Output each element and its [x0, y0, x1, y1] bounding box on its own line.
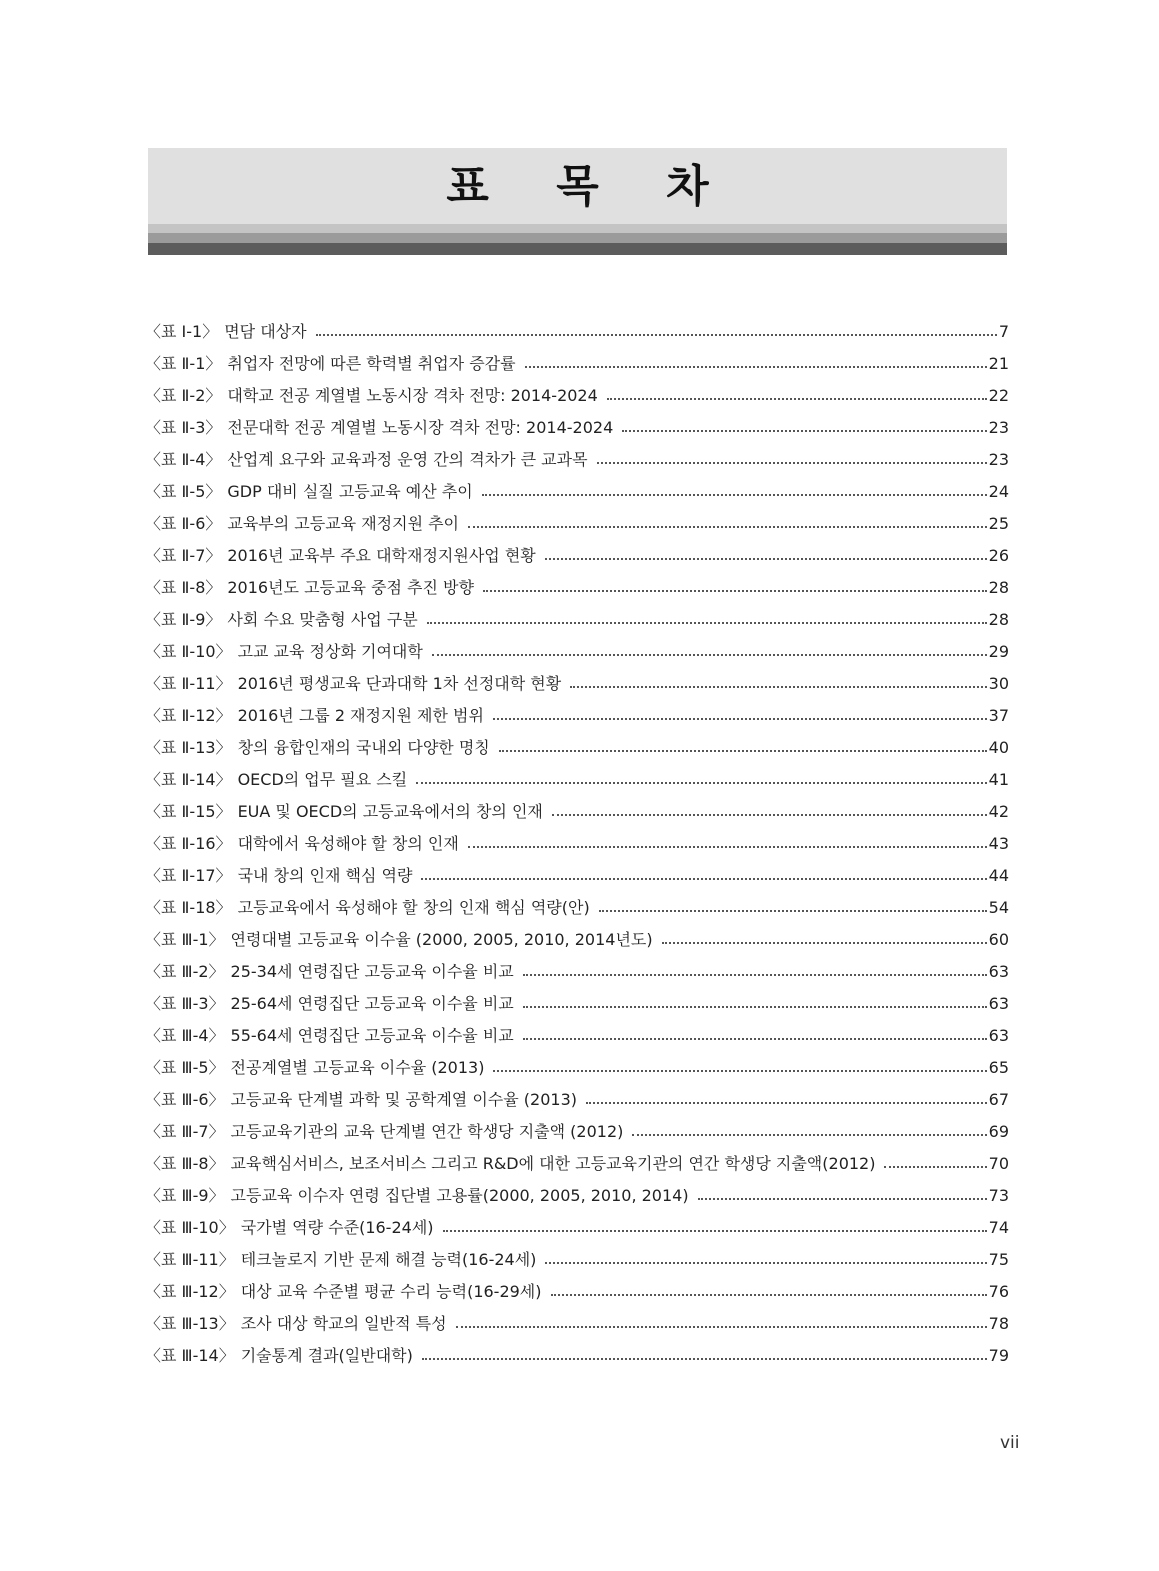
- dot-leader: [499, 750, 987, 752]
- toc-entry-caption: 고교 교육 정상화 기여대학: [237, 642, 423, 661]
- toc-entry[interactable]: [145, 828, 1009, 860]
- toc-entry-caption: 전문대학 전공 계열별 노동시장 격차 전망: 2014-2024: [227, 418, 614, 437]
- toc-entry-label: 〈표 Ⅲ-11〉: [145, 1250, 235, 1269]
- toc-entry-page: 22: [988, 386, 1009, 405]
- toc-entry-page: 37: [988, 706, 1009, 725]
- toc-entry-page: 43: [988, 834, 1009, 853]
- toc-entry-caption: 국가별 역량 수준(16-24세): [240, 1218, 434, 1237]
- dot-leader: [597, 462, 987, 464]
- dot-leader: [468, 846, 987, 848]
- toc-entry-caption: 조사 대상 학교의 일반적 특성: [240, 1314, 447, 1333]
- toc-entry-page: 79: [988, 1346, 1009, 1365]
- toc-entry[interactable]: [145, 1340, 1009, 1372]
- toc-entry-label: 〈표 Ⅲ-1〉: [145, 930, 225, 949]
- toc-entry[interactable]: [145, 636, 1009, 668]
- toc-entry[interactable]: [145, 1020, 1009, 1052]
- toc-entry-caption: 55-64세 연령집단 고등교육 이수율 비교: [230, 1026, 514, 1045]
- toc-entry-page: 67: [988, 1090, 1009, 1109]
- dot-leader: [523, 1006, 987, 1008]
- toc-entry-caption: 대학교 전공 계열별 노동시장 격차 전망: 2014-2024: [227, 386, 598, 405]
- toc-entry-page: 40: [988, 738, 1009, 757]
- toc-entry-label: 〈표 Ⅲ-9〉: [145, 1186, 225, 1205]
- toc-entry[interactable]: [145, 796, 1009, 828]
- dot-leader: [545, 1262, 986, 1264]
- toc-entry-label: 〈표 Ⅱ-17〉: [145, 866, 232, 885]
- toc-entry[interactable]: [145, 412, 1009, 444]
- dot-leader: [552, 814, 987, 816]
- dot-leader: [468, 526, 987, 528]
- toc-entry-page: 44: [988, 866, 1009, 885]
- toc-entry-label: 〈표 Ⅱ-12〉: [145, 706, 232, 725]
- toc-entry-caption: 대상 교육 수준별 평균 수리 능력(16-29세): [240, 1282, 542, 1301]
- dot-leader: [599, 910, 987, 912]
- toc-entry-label: 〈표 Ⅲ-12〉: [145, 1282, 235, 1301]
- toc-entry-page: 30: [988, 674, 1009, 693]
- toc-entry[interactable]: [145, 380, 1009, 412]
- toc-entry-caption: 교육핵심서비스, 보조서비스 그리고 R&D에 대한 고등교육기관의 연간 학생당 지출액(2012): [230, 1154, 876, 1173]
- dot-leader: [427, 622, 987, 624]
- toc-entry-page: 7: [998, 322, 1009, 341]
- toc-entry[interactable]: [145, 1244, 1009, 1276]
- toc-entry[interactable]: [145, 988, 1009, 1020]
- toc-entry-page: 54: [988, 898, 1009, 917]
- dot-leader: [483, 590, 987, 592]
- dot-leader: [884, 1166, 986, 1168]
- dot-leader: [523, 1038, 987, 1040]
- page-number: vii: [1000, 1433, 1020, 1453]
- toc-entry-page: 25: [988, 514, 1009, 533]
- toc-entry-label: 〈표 Ⅱ-7〉: [145, 546, 222, 565]
- toc-entry-caption: 25-64세 연령집단 고등교육 이수율 비교: [230, 994, 514, 1013]
- toc-entry[interactable]: [145, 892, 1009, 924]
- dot-leader: [493, 1070, 986, 1072]
- toc-entry-caption: 2016년 그룹 2 재정지원 제한 범위: [237, 706, 484, 725]
- toc-entry-label: 〈표 Ⅲ-14〉: [145, 1346, 235, 1365]
- toc-entry-page: 65: [988, 1058, 1009, 1077]
- toc-entry-page: 74: [988, 1218, 1009, 1237]
- toc-entry-label: 〈표 Ⅱ-15〉: [145, 802, 232, 821]
- table-of-tables-list: [145, 316, 1009, 1372]
- toc-entry-page: 21: [988, 354, 1009, 373]
- toc-entry-page: 60: [988, 930, 1009, 949]
- toc-entry[interactable]: [145, 1276, 1009, 1308]
- toc-entry-caption: GDP 대비 실질 고등교육 예산 추이: [227, 482, 473, 501]
- toc-entry-caption: 사회 수요 맞춤형 사업 구분: [227, 610, 418, 629]
- toc-entry[interactable]: [145, 540, 1009, 572]
- toc-entry-label: 〈표 Ⅲ-5〉: [145, 1058, 225, 1077]
- toc-entry-caption: 고등교육 단계별 과학 및 공학계열 이수율 (2013): [230, 1090, 578, 1109]
- dot-leader: [622, 430, 986, 432]
- toc-entry-label: 〈표 Ⅱ-1〉: [145, 354, 222, 373]
- toc-entry-caption: 창의 융합인재의 국내외 다양한 명칭: [237, 738, 490, 757]
- toc-entry-label: 〈표 Ⅱ-6〉: [145, 514, 222, 533]
- toc-entry[interactable]: [145, 668, 1009, 700]
- toc-entry-label: 〈표 Ⅲ-3〉: [145, 994, 225, 1013]
- dot-leader: [482, 494, 987, 496]
- dot-leader: [316, 334, 997, 336]
- toc-entry[interactable]: [145, 732, 1009, 764]
- toc-entry-label: 〈표 Ⅱ-18〉: [145, 898, 232, 917]
- toc-entry-caption: 취업자 전망에 따른 학력별 취업자 증감률: [227, 354, 516, 373]
- toc-entry-label: 〈표 Ⅲ-2〉: [145, 962, 225, 981]
- dot-leader: [570, 686, 986, 688]
- toc-entry-label: 〈표 Ⅱ-14〉: [145, 770, 232, 789]
- toc-entry-page: 41: [988, 770, 1009, 789]
- toc-entry-label: 〈표 Ⅲ-7〉: [145, 1122, 225, 1141]
- toc-entry-label: 〈표 Ⅱ-16〉: [145, 834, 232, 853]
- toc-entry-label: 〈표 Ⅱ-2〉: [145, 386, 222, 405]
- toc-entry-caption: 기술통계 결과(일반대학): [240, 1346, 413, 1365]
- dot-leader: [432, 654, 987, 656]
- toc-entry[interactable]: [145, 1084, 1009, 1116]
- toc-entry-caption: 고등교육기관의 교육 단계별 연간 학생당 지출액 (2012): [230, 1122, 624, 1141]
- dot-leader: [493, 718, 987, 720]
- toc-entry-label: 〈표 Ⅱ-11〉: [145, 674, 232, 693]
- toc-entry-label: 〈표 Ⅲ-10〉: [145, 1218, 235, 1237]
- toc-entry-caption: 2016년 평생교육 단과대학 1차 선정대학 현황: [237, 674, 562, 693]
- toc-entry[interactable]: [145, 860, 1009, 892]
- dot-leader: [545, 558, 987, 560]
- toc-entry-caption: 국내 창의 인재 핵심 역량: [237, 866, 413, 885]
- toc-entry[interactable]: [145, 1148, 1009, 1180]
- dot-leader: [632, 1134, 986, 1136]
- toc-entry[interactable]: [145, 700, 1009, 732]
- toc-entry[interactable]: [145, 1180, 1009, 1212]
- toc-entry[interactable]: [145, 956, 1009, 988]
- toc-entry-page: 28: [988, 578, 1009, 597]
- toc-entry-page: 26: [988, 546, 1009, 565]
- dot-leader: [456, 1326, 987, 1328]
- toc-entry-label: 〈표 Ⅲ-13〉: [145, 1314, 235, 1333]
- toc-entry[interactable]: [145, 1052, 1009, 1084]
- toc-entry-label: 〈표 Ⅱ-8〉: [145, 578, 222, 597]
- toc-entry-label: 〈표 Ⅲ-4〉: [145, 1026, 225, 1045]
- toc-entry-page: 63: [988, 962, 1009, 981]
- dot-leader: [523, 974, 987, 976]
- toc-entry-caption: 전공계열별 고등교육 이수율 (2013): [230, 1058, 485, 1077]
- dot-leader: [416, 782, 986, 784]
- toc-entry-page: 24: [988, 482, 1009, 501]
- toc-entry-label: 〈표 Ⅲ-6〉: [145, 1090, 225, 1109]
- toc-entry[interactable]: [145, 476, 1009, 508]
- toc-entry-page: 42: [988, 802, 1009, 821]
- toc-entry-page: 70: [988, 1154, 1009, 1173]
- toc-entry-page: 28: [988, 610, 1009, 629]
- toc-entry-caption: 25-34세 연령집단 고등교육 이수율 비교: [230, 962, 514, 981]
- toc-entry[interactable]: [145, 348, 1009, 380]
- toc-entry-label: 〈표 Ⅲ-8〉: [145, 1154, 225, 1173]
- toc-entry-caption: 고등교육에서 육성해야 할 창의 인재 핵심 역량(안): [237, 898, 590, 917]
- page-title: 표 목 차: [446, 161, 735, 212]
- toc-entry-caption: 면담 대상자: [224, 322, 307, 341]
- toc-entry-page: 63: [988, 1026, 1009, 1045]
- toc-entry[interactable]: [145, 1212, 1009, 1244]
- toc-entry-label: 〈표 Ⅱ-5〉: [145, 482, 222, 501]
- toc-entry-page: 73: [988, 1186, 1009, 1205]
- toc-entry-page: 69: [988, 1122, 1009, 1141]
- toc-entry[interactable]: [145, 508, 1009, 540]
- dot-leader: [421, 878, 986, 880]
- toc-entry-caption: 대학에서 육성해야 할 창의 인재: [237, 834, 459, 853]
- toc-entry-page: 23: [988, 418, 1009, 437]
- dot-leader: [443, 1230, 987, 1232]
- toc-entry[interactable]: [145, 924, 1009, 956]
- toc-entry[interactable]: [145, 572, 1009, 604]
- toc-entry-label: 〈표 Ⅰ-1〉: [145, 322, 219, 341]
- toc-entry-page: 76: [988, 1282, 1009, 1301]
- banner-stripe-light: [148, 224, 1007, 233]
- toc-entry-caption: OECD의 업무 필요 스킬: [237, 770, 408, 789]
- dot-leader: [525, 366, 987, 368]
- toc-entry[interactable]: [145, 444, 1009, 476]
- toc-entry-label: 〈표 Ⅱ-13〉: [145, 738, 232, 757]
- title-banner: [148, 148, 1007, 255]
- toc-entry-label: 〈표 Ⅱ-3〉: [145, 418, 222, 437]
- toc-entry-page: 75: [988, 1250, 1009, 1269]
- dot-leader: [662, 942, 987, 944]
- toc-entry-label: 〈표 Ⅱ-4〉: [145, 450, 222, 469]
- dot-leader: [551, 1294, 987, 1296]
- toc-entry[interactable]: [145, 764, 1009, 796]
- toc-entry[interactable]: [145, 1116, 1009, 1148]
- dot-leader: [698, 1198, 987, 1200]
- toc-entry-caption: 2016년도 고등교육 중점 추진 방향: [227, 578, 474, 597]
- dot-leader: [586, 1102, 987, 1104]
- toc-entry-caption: 연령대별 고등교육 이수율 (2000, 2005, 2010, 2014년도): [230, 930, 653, 949]
- toc-entry[interactable]: [145, 1308, 1009, 1340]
- toc-entry-caption: 고등교육 이수자 연령 집단별 고용률(2000, 2005, 2010, 2014): [230, 1186, 689, 1205]
- toc-entry-page: 63: [988, 994, 1009, 1013]
- toc-entry-page: 23: [988, 450, 1009, 469]
- toc-entry-caption: 테크놀로지 기반 문제 해결 능력(16-24세): [240, 1250, 537, 1269]
- toc-entry-caption: 2016년 교육부 주요 대학재정지원사업 현황: [227, 546, 536, 565]
- toc-entry[interactable]: [145, 604, 1009, 636]
- banner-stripe-dark: [148, 243, 1007, 255]
- toc-entry-page: 78: [988, 1314, 1009, 1333]
- toc-entry-page: 29: [988, 642, 1009, 661]
- dot-leader: [422, 1358, 987, 1360]
- toc-entry-caption: 산업계 요구와 교육과정 운영 간의 격차가 큰 교과목: [227, 450, 588, 469]
- banner-stripe-medium: [148, 233, 1007, 243]
- toc-entry-caption: EUA 및 OECD의 고등교육에서의 창의 인재: [237, 802, 543, 821]
- toc-entry[interactable]: [145, 316, 1009, 348]
- toc-entry-caption: 교육부의 고등교육 재정지원 추이: [227, 514, 460, 533]
- toc-entry-label: 〈표 Ⅱ-9〉: [145, 610, 222, 629]
- toc-entry-label: 〈표 Ⅱ-10〉: [145, 642, 232, 661]
- dot-leader: [607, 398, 987, 400]
